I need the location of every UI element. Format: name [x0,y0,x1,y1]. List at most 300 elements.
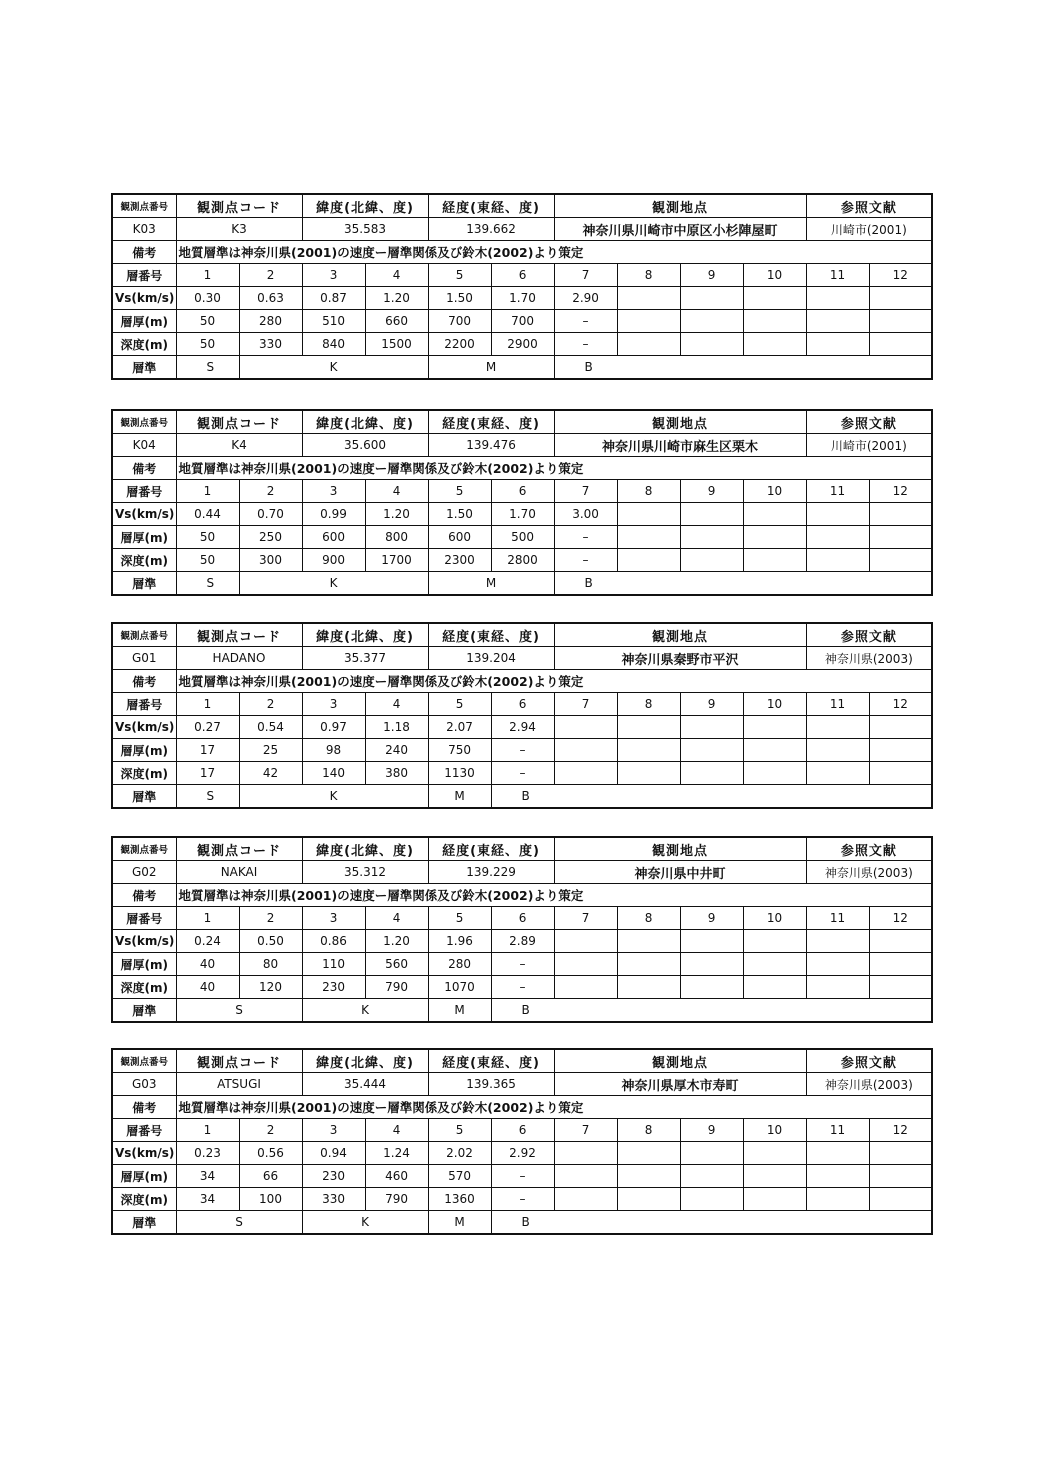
vs-value [617,503,680,526]
horizon-value: B [491,785,932,809]
location-header: 観測地点 [554,1049,806,1073]
vs-label: Vs(km/s) [112,287,176,310]
remarks-text: 地質層準は神奈川県(2001)の速度ー層準関係及び鈴木(2002)より策定 [176,241,932,264]
depth-value: 330 [239,333,302,356]
horizon-label: 層準 [112,1211,176,1235]
layer-number: 1 [176,693,239,716]
vs-label: Vs(km/s) [112,930,176,953]
layer-number-label: 層番号 [112,264,176,287]
vs-value: 0.44 [176,503,239,526]
depth-value [806,333,869,356]
vs-value: 0.27 [176,716,239,739]
horizon-value: S [176,356,239,380]
thickness-value [617,526,680,549]
thickness-value: 280 [239,310,302,333]
depth-value: 1700 [365,549,428,572]
site-code: ATSUGI [176,1073,302,1096]
thickness-value [680,953,743,976]
thickness-label: 層厚(m) [112,1165,176,1188]
vs-value: 0.87 [302,287,365,310]
latitude: 35.444 [302,1073,428,1096]
thickness-value: 110 [302,953,365,976]
horizon-value: M [428,999,491,1023]
thickness-value [680,739,743,762]
layer-number: 9 [680,1119,743,1142]
layer-number: 4 [365,480,428,503]
thickness-value: 50 [176,310,239,333]
thickness-value [869,526,932,549]
thickness-value: – [554,526,617,549]
vs-value: 0.54 [239,716,302,739]
site-code-header: 観測点コード [176,1049,302,1073]
remarks-label: 備考 [112,241,176,264]
depth-value [743,762,806,785]
longitude: 139.662 [428,218,554,241]
depth-value: 230 [302,976,365,999]
site-code: K4 [176,434,302,457]
depth-value [554,1188,617,1211]
layer-number-label: 層番号 [112,1119,176,1142]
depth-value: 2800 [491,549,554,572]
vs-value [869,1142,932,1165]
latitude: 35.583 [302,218,428,241]
vs-value [554,1142,617,1165]
horizon-value: M [428,785,491,809]
depth-value: 300 [239,549,302,572]
depth-value [806,762,869,785]
layer-number: 4 [365,907,428,930]
location: 神奈川県秦野市平沢 [554,647,806,670]
thickness-value [554,953,617,976]
layer-number: 8 [617,907,680,930]
depth-value [806,549,869,572]
layer-number: 3 [302,264,365,287]
vs-value: 0.24 [176,930,239,953]
depth-value: 2900 [491,333,554,356]
layer-number: 6 [491,264,554,287]
horizon-label: 層準 [112,356,176,380]
remarks-row [112,1096,932,1119]
reference: 神奈川県(2003) [806,647,932,670]
layer-number: 2 [239,907,302,930]
thickness-value [869,953,932,976]
thickness-value: 510 [302,310,365,333]
depth-value: 40 [176,976,239,999]
layer-number: 7 [554,264,617,287]
depth-value [743,976,806,999]
depth-value: 2300 [428,549,491,572]
layer-number: 7 [554,907,617,930]
thickness-value [806,739,869,762]
vs-value [617,1142,680,1165]
vs-value [743,503,806,526]
vs-value [617,287,680,310]
vs-value: 3.00 [554,503,617,526]
depth-value: 840 [302,333,365,356]
vs-label: Vs(km/s) [112,716,176,739]
vs-value: 0.56 [239,1142,302,1165]
depth-value: – [491,1188,554,1211]
depth-value [869,549,932,572]
vs-value [869,503,932,526]
site-no: G01 [112,647,176,670]
layer-number: 3 [302,480,365,503]
depth-value: 790 [365,1188,428,1211]
vs-value [743,716,806,739]
horizon-value: S [176,572,239,596]
depth-value [617,1188,680,1211]
location: 神奈川県厚木市寿町 [554,1073,806,1096]
longitude: 139.476 [428,434,554,457]
vs-value [680,503,743,526]
depth-row [112,333,932,356]
vs-value [617,716,680,739]
horizon-row [112,999,932,1023]
remarks-row [112,884,932,907]
horizon-value: B [491,999,932,1023]
depth-value: 42 [239,762,302,785]
site-no-header: 観測点番号 [112,410,176,434]
latitude-header: 緯度(北緯、度) [302,837,428,861]
vs-value: 1.70 [491,503,554,526]
longitude-header: 経度(東経、度) [428,1049,554,1073]
horizon-row [112,1211,932,1235]
location-header: 観測地点 [554,623,806,647]
layer-number: 2 [239,264,302,287]
remarks-text: 地質層準は神奈川県(2001)の速度ー層準関係及び鈴木(2002)より策定 [176,457,932,480]
reference-header: 参照文献 [806,623,932,647]
site-code-header: 観測点コード [176,194,302,218]
thickness-value: 570 [428,1165,491,1188]
layer-number: 2 [239,1119,302,1142]
layer-number: 12 [869,693,932,716]
horizon-value: M [428,572,554,596]
layer-number: 11 [806,1119,869,1142]
vs-label: Vs(km/s) [112,1142,176,1165]
thickness-label: 層厚(m) [112,953,176,976]
layer-number: 1 [176,264,239,287]
remarks-label: 備考 [112,670,176,693]
remarks-row [112,457,932,480]
depth-value: 1500 [365,333,428,356]
layer-number: 5 [428,693,491,716]
vs-value: 0.70 [239,503,302,526]
vs-value [554,930,617,953]
thickness-value [617,953,680,976]
location-header: 観測地点 [554,410,806,434]
depth-label: 深度(m) [112,762,176,785]
header-row [112,837,932,861]
thickness-value: 560 [365,953,428,976]
layer-number: 1 [176,480,239,503]
site-table [111,193,933,380]
site-no-header: 観測点番号 [112,623,176,647]
layer-number: 6 [491,693,554,716]
reference: 神奈川県(2003) [806,861,932,884]
layer-number: 7 [554,693,617,716]
horizon-value: M [428,356,554,380]
thickness-value: 98 [302,739,365,762]
vs-value: 0.94 [302,1142,365,1165]
location: 神奈川県川崎市麻生区栗木 [554,434,806,457]
depth-row [112,762,932,785]
layer-number: 9 [680,693,743,716]
depth-value [680,549,743,572]
layer-number: 7 [554,480,617,503]
depth-value [869,1188,932,1211]
reference-header: 参照文献 [806,194,932,218]
layer-number: 11 [806,264,869,287]
vs-row [112,287,932,310]
layer-number: 11 [806,480,869,503]
thickness-value [743,953,806,976]
layer-number-row [112,1119,932,1142]
thickness-value [869,1165,932,1188]
site-info-row [112,218,932,241]
reference: 川崎市(2001) [806,218,932,241]
latitude-header: 緯度(北緯、度) [302,194,428,218]
layer-number: 10 [743,907,806,930]
horizon-row [112,572,932,596]
vs-value [554,716,617,739]
vs-value [806,930,869,953]
depth-label: 深度(m) [112,549,176,572]
depth-value: – [491,976,554,999]
depth-value [806,976,869,999]
vs-value [806,503,869,526]
thickness-value: 230 [302,1165,365,1188]
vs-value: 2.02 [428,1142,491,1165]
vs-value: 2.90 [554,287,617,310]
reference-header: 参照文献 [806,1049,932,1073]
vs-value: 0.50 [239,930,302,953]
layer-number: 2 [239,693,302,716]
vs-value: 1.96 [428,930,491,953]
thickness-value [743,310,806,333]
depth-value [806,1188,869,1211]
vs-value: 1.20 [365,503,428,526]
depth-value: 17 [176,762,239,785]
layer-number: 9 [680,264,743,287]
layer-number: 5 [428,1119,491,1142]
latitude: 35.312 [302,861,428,884]
layer-number-row [112,480,932,503]
depth-value: 140 [302,762,365,785]
longitude-header: 経度(東経、度) [428,837,554,861]
layer-number: 8 [617,480,680,503]
thickness-value: 500 [491,526,554,549]
horizon-row [112,356,932,380]
vs-value [617,930,680,953]
thickness-value: 80 [239,953,302,976]
depth-value: 380 [365,762,428,785]
thickness-value [617,1165,680,1188]
horizon-value: K [239,572,428,596]
vs-label: Vs(km/s) [112,503,176,526]
depth-value [617,762,680,785]
depth-value: 100 [239,1188,302,1211]
layer-number: 6 [491,907,554,930]
vs-value: 1.50 [428,287,491,310]
thickness-value: 240 [365,739,428,762]
thickness-value [806,310,869,333]
depth-value: – [491,762,554,785]
thickness-value [869,739,932,762]
depth-value [554,976,617,999]
layer-number-row [112,264,932,287]
depth-label: 深度(m) [112,976,176,999]
remarks-row [112,241,932,264]
location-header: 観測地点 [554,194,806,218]
vs-value [869,287,932,310]
thickness-value [806,953,869,976]
latitude-header: 緯度(北緯、度) [302,410,428,434]
location: 神奈川県川崎市中原区小杉陣屋町 [554,218,806,241]
layer-number: 12 [869,264,932,287]
thickness-value: 800 [365,526,428,549]
vs-value: 1.20 [365,287,428,310]
vs-value [743,287,806,310]
site-info-row [112,434,932,457]
depth-value: – [554,333,617,356]
layer-number: 3 [302,693,365,716]
latitude-header: 緯度(北緯、度) [302,1049,428,1073]
depth-label: 深度(m) [112,333,176,356]
horizon-value: S [176,1211,302,1235]
thickness-value: 460 [365,1165,428,1188]
depth-value [743,549,806,572]
layer-number: 12 [869,480,932,503]
layer-number: 6 [491,1119,554,1142]
horizon-value: B [554,356,932,380]
horizon-value: K [239,356,428,380]
thickness-value [743,1165,806,1188]
vs-value: 1.24 [365,1142,428,1165]
layer-number: 9 [680,907,743,930]
longitude: 139.365 [428,1073,554,1096]
depth-value: 34 [176,1188,239,1211]
vs-value [806,287,869,310]
vs-value: 2.07 [428,716,491,739]
depth-value [680,333,743,356]
layer-number: 4 [365,1119,428,1142]
depth-value [869,762,932,785]
remarks-text: 地質層準は神奈川県(2001)の速度ー層準関係及び鈴木(2002)より策定 [176,670,932,693]
layer-number: 8 [617,1119,680,1142]
thickness-value: 600 [428,526,491,549]
thickness-value: 40 [176,953,239,976]
thickness-label: 層厚(m) [112,526,176,549]
layer-number: 5 [428,264,491,287]
depth-value: 330 [302,1188,365,1211]
remarks-text: 地質層準は神奈川県(2001)の速度ー層準関係及び鈴木(2002)より策定 [176,1096,932,1119]
longitude: 139.229 [428,861,554,884]
location-header: 観測地点 [554,837,806,861]
layer-number: 4 [365,693,428,716]
thickness-label: 層厚(m) [112,310,176,333]
site-no: K04 [112,434,176,457]
horizon-value: K [302,999,428,1023]
thickness-label: 層厚(m) [112,739,176,762]
layer-number: 10 [743,693,806,716]
thickness-value [743,526,806,549]
thickness-row [112,526,932,549]
site-table [111,409,933,596]
thickness-value: – [491,953,554,976]
depth-row [112,549,932,572]
depth-value [617,549,680,572]
vs-value [680,716,743,739]
thickness-value: 34 [176,1165,239,1188]
latitude: 35.377 [302,647,428,670]
site-table [111,1048,933,1235]
thickness-value: 17 [176,739,239,762]
thickness-value [554,1165,617,1188]
thickness-value [554,739,617,762]
thickness-value [680,1165,743,1188]
remarks-label: 備考 [112,457,176,480]
vs-value [869,716,932,739]
thickness-value [743,739,806,762]
layer-number: 3 [302,907,365,930]
horizon-value: B [554,572,932,596]
depth-value [743,1188,806,1211]
thickness-value: 600 [302,526,365,549]
site-no: G02 [112,861,176,884]
remarks-label: 備考 [112,1096,176,1119]
depth-value: 790 [365,976,428,999]
vs-value [680,930,743,953]
layer-number-row [112,693,932,716]
depth-value [617,333,680,356]
depth-row [112,1188,932,1211]
layer-number: 9 [680,480,743,503]
horizon-label: 層準 [112,999,176,1023]
site-table [111,622,933,809]
depth-value [680,976,743,999]
thickness-value [680,526,743,549]
vs-value: 1.20 [365,930,428,953]
layer-number-label: 層番号 [112,907,176,930]
layer-number-row [112,907,932,930]
reference-header: 参照文献 [806,837,932,861]
vs-value: 0.63 [239,287,302,310]
layer-number: 1 [176,907,239,930]
thickness-row [112,310,932,333]
header-row [112,623,932,647]
vs-value [869,930,932,953]
vs-value: 2.92 [491,1142,554,1165]
thickness-value: 700 [428,310,491,333]
site-no-header: 観測点番号 [112,194,176,218]
thickness-value: 25 [239,739,302,762]
header-row [112,194,932,218]
depth-label: 深度(m) [112,1188,176,1211]
thickness-row [112,739,932,762]
depth-value: 50 [176,333,239,356]
reference-header: 参照文献 [806,410,932,434]
horizon-value: K [239,785,428,809]
depth-value [869,333,932,356]
vs-value: 0.97 [302,716,365,739]
thickness-value: 250 [239,526,302,549]
thickness-value: 700 [491,310,554,333]
thickness-value: 750 [428,739,491,762]
layer-number-label: 層番号 [112,480,176,503]
vs-value: 2.89 [491,930,554,953]
site-no: G03 [112,1073,176,1096]
thickness-value [680,310,743,333]
